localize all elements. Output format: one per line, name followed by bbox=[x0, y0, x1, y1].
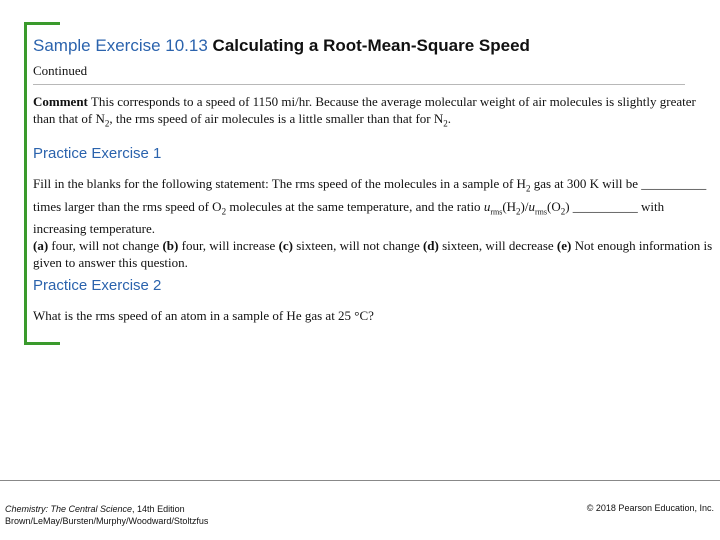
p1-seg: Fill in the blanks for the following statement: The rms speed of the molecules in a sample of H bbox=[33, 176, 526, 191]
p1-seg: with increasing temperature. bbox=[33, 198, 665, 237]
footer-copyright: © 2018 Pearson Education, Inc. bbox=[586, 503, 714, 513]
practice-exercise-2-text: What is the rms speed of an atom in a sample of He gas at 25 °C? bbox=[33, 308, 374, 323]
footer-book-title: Chemistry: The Central Science bbox=[5, 504, 133, 514]
comment-label: Comment bbox=[33, 94, 88, 109]
p1-sub: rms bbox=[490, 207, 503, 217]
p1-sub: 2 bbox=[221, 206, 227, 217]
choice-b-label: (b) bbox=[162, 238, 179, 254]
comment-paragraph bbox=[33, 93, 713, 133]
green-bracket-top bbox=[24, 22, 60, 25]
p1-seg: molecules at the same temperature, and the ratio bbox=[226, 198, 484, 214]
p1-seg: (O bbox=[546, 198, 561, 214]
green-bracket-side bbox=[24, 22, 27, 345]
practice-exercise-1-text bbox=[33, 175, 713, 271]
title-exercise-number: Sample Exercise 10.13 bbox=[33, 36, 208, 55]
choice-a-label: (a) bbox=[33, 238, 49, 254]
comment-text-3: . bbox=[447, 111, 452, 126]
divider-line bbox=[33, 84, 685, 85]
choice-d-label: (d) bbox=[422, 238, 439, 254]
page-title bbox=[33, 36, 530, 56]
comment-text-2: , the rms speed of air molecules is a little smaller than that for N bbox=[109, 111, 444, 126]
footer-citation bbox=[5, 503, 208, 527]
practice-exercise-1-heading: Practice Exercise 1 bbox=[33, 145, 162, 162]
footer-authors: Brown/LeMay/Bursten/Murphy/Woodward/Stoltzfus bbox=[5, 516, 209, 526]
comment-sub-1: 2 bbox=[104, 118, 110, 129]
choice-c-text: sixteen, will not change bbox=[293, 238, 423, 254]
practice-exercise-2-heading: Practice Exercise 2 bbox=[33, 277, 162, 294]
p1-sub: 2 bbox=[560, 206, 566, 217]
title-text: Calculating a Root-Mean-Square Speed bbox=[207, 36, 530, 55]
choice-c-label: (c) bbox=[278, 238, 293, 254]
choice-e-label: (e) bbox=[556, 238, 572, 254]
comment-sub-2: 2 bbox=[443, 118, 448, 129]
choice-a-text: four, will not change bbox=[48, 238, 163, 254]
comment-text-1: This corresponds to a speed of 1150 mi/hr. Because the average molecular weight of air molecules is slightly greater than that of N bbox=[33, 94, 696, 126]
p1-seg: ) bbox=[565, 198, 573, 214]
p1-u: u bbox=[528, 198, 535, 214]
choice-b-text: four, will increase bbox=[178, 238, 279, 254]
p1-seg: times larger than the rms speed of O bbox=[33, 198, 222, 214]
green-bracket-bottom bbox=[24, 342, 60, 345]
footer-divider bbox=[0, 480, 720, 481]
p1-sub: 2 bbox=[525, 183, 531, 194]
p1-u: u bbox=[483, 198, 491, 214]
footer-edition: , 14th Edition bbox=[132, 504, 185, 514]
choice-e-text: Not enough information is given to answer this question. bbox=[33, 238, 713, 271]
continued-label: Continued bbox=[33, 63, 88, 78]
choice-d-text: sixteen, will decrease bbox=[438, 238, 557, 254]
p1-seg: )/ bbox=[520, 198, 529, 214]
answer-blank-1: __________ bbox=[641, 176, 707, 191]
p1-sub: rms bbox=[534, 207, 547, 217]
p1-seg: (H bbox=[502, 198, 517, 214]
p1-seg: gas at 300 K will be bbox=[530, 176, 642, 191]
answer-blank-2: __________ bbox=[572, 198, 638, 214]
p1-sub: 2 bbox=[516, 206, 521, 217]
